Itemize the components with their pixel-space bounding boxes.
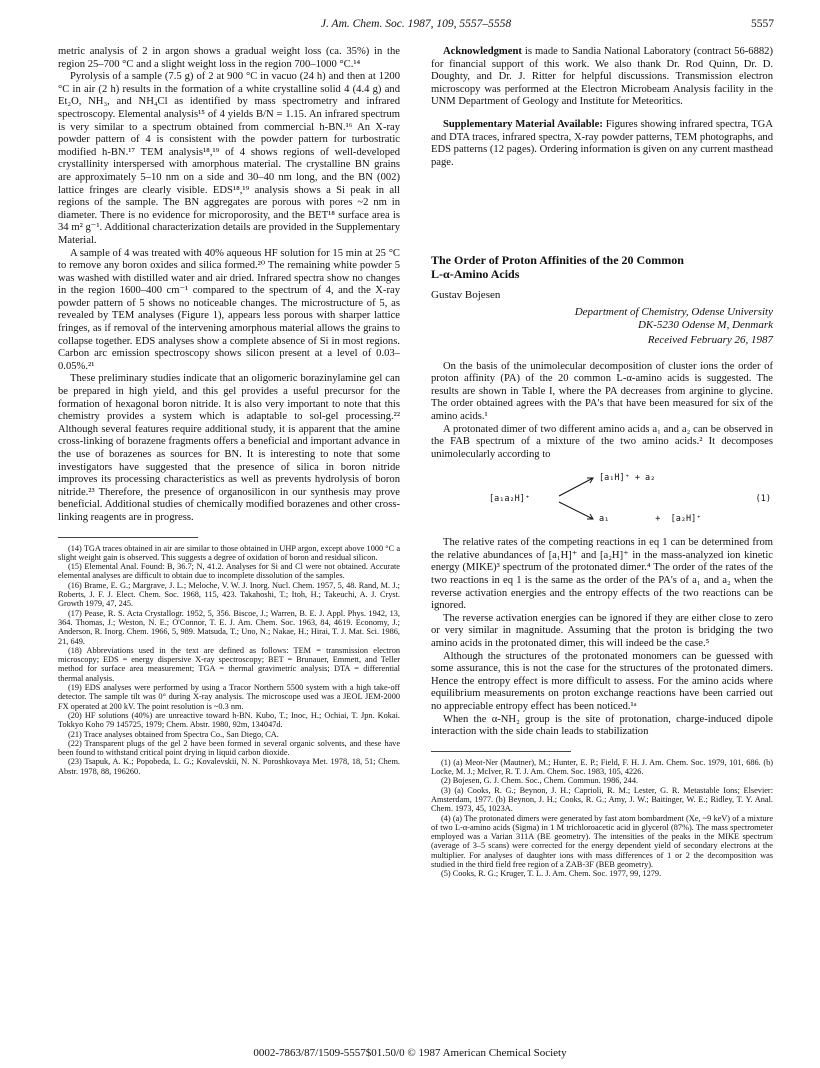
- footnote: (1) (a) Meot-Ner (Mautner), M.; Hunter, E. P.; Field, F. H. J. Am. Chem. Soc. 1979, 101, 686. (b) Locke, M. J.; McIver, R. T. J. Am. Chem. Soc. 1983, 105, 4226.: [431, 757, 773, 777]
- footnote: (14) TGA traces obtained in air are similar to those obtained in UHP argon, except above 1000 °C a slight weight gain is observed. This suggests a degree of oxidation of boron and residual silicon.: [58, 543, 400, 562]
- journal-citation: J. Am. Chem. Soc. 1987, 109, 5557–5558: [320, 18, 512, 30]
- equation-number: (1): [755, 494, 771, 505]
- supplementary-material: [431, 119, 773, 169]
- body-paragraph: Pyrolysis of a sample (7.5 g) of 2 at 900 °C in vacuo (24 h) and then at 1200 °C in air (2 h) results in the formation of a white crystalline solid 4 (4.4 g) and Et₂O, NH₃, and NH₄Cl as identified by mass spectrometry and infrared spectroscopy. Elemental analysis¹⁵ of 4 yields B/N = 1.15. An infrared spectrum is very similar to a spectrum obtained from commercial h-BN.¹⁶ An X-ray powder pattern of 4 is consistent with the powder pattern for turbostratic modified h-BN.¹⁷ TEM analysis¹⁸,¹⁹ of 4 shows regions of well-developed crystallinity interspersed with amorphous material. The crystalline BN grains are approximately 5–10 nm on a side and 30–40 nm long, and the BN (002) lattice fringes are clearly visible. EDS¹⁸,¹⁹ analysis shows a Si peak in all regions of the sample. The BN aggregates are porous with pores ~2 nm in diameter. There is no evidence for microporosity, and the BET¹⁸ surface area is 34 m² g⁻¹. Additional characterization details are provided in the Supplementary Material.: [58, 71, 400, 246]
- supplementary-text: Figures showing infrared spectra, TGA and DTA traces, infrared spectra, X-ray powder patterns, TEM photographs, and EDS patterns (12 pages). Ordering information is given on any current masthead page.: [431, 118, 773, 168]
- footnote: (17) Pease, R. S. Acta Crystallogr. 1952, 5, 356. Biscoe, J.; Warren, B. E. J. Appl. Phys. 1942, 13, 364. Thomas, J.; Weston, N. E.; O'Connor, T. E. J. Am. Chem. Soc. 1963, 84, 4619. Economy, J.; Anderson, R. Inorg. Chem. 1966, 5, 989. Matsuda, T.; Uno, N.; Nakae, H.; Hirai, T. J. Mat. Sci. 1986, 21, 649.: [58, 608, 400, 646]
- copyright-footer: 0002-7863/87/1509-5557$01.50/0 © 1987 American Chemical Society: [253, 1047, 567, 1059]
- body-paragraph: The reverse activation energies can be ignored if they are either close to zero or very similar in magnitude. Assuming that the proton is bridging the two amino acids in the protonated dimer, this will indeed be the case.⁵: [431, 612, 773, 650]
- body-paragraph: Although the structures of the protonated monomers can be guessed with some assurance, this is not the case for the structures of the protonated dimers. Hence the entropy effect is more difficult to assess. For the amino acids where equilibrium measurements on proton exchange reactions have been carried out no appreciable entropy effect has been noticed.¹ᵃ: [431, 650, 773, 712]
- affiliation: [431, 306, 773, 332]
- footnote: (5) Cooks, R. G.; Kruger, T. L. J. Am. Chem. Soc. 1977, 99, 1279.: [441, 869, 662, 879]
- scheme-product-upper: [a₁H]⁺ + a₂: [599, 473, 656, 484]
- body-paragraph: On the basis of the unimolecular decomposition of cluster ions the order of proton affinity (PA) of the 20 common L-α-amino acids is suggested. The results are shown in Table I, where the PA decreases from arginine to glycine. The order obtained agrees with the PA's that have been measured for six of the amino acids.¹: [431, 360, 773, 422]
- footnote: (23) Tsapuk, A. K.; Popobeda, L. G.; Kovalevskii, N. N. Poroshkovaya Met. 1978, 18, 51; Chem. Abstr. 1978, 88, 196260.: [58, 757, 400, 776]
- acknowledgment: [431, 46, 773, 109]
- acknowledgment-text: is made to Sandia National Laboratory (contract 56-6882) for financial support of this work. We also thank Dr. Rod Quinn, Dr. D. Doughty, and Dr. J. Ritter for helpful discussions. Transmission electron microscopy was performed at the Electron Microbeam Analysis facility in the UNM Department of Geology and Institute for Meteoritics.: [431, 46, 773, 108]
- scheme-reactant: [a₁a₂H]⁺: [489, 494, 530, 505]
- author-name: Gustav Bojesen: [431, 289, 501, 302]
- supplementary-label: Supplementary Material Available:: [443, 118, 603, 130]
- running-header: [58, 18, 774, 36]
- footnotes-right: [431, 758, 773, 879]
- article-title: [431, 253, 773, 281]
- affiliation-line: Department of Chemistry, Odense University: [574, 305, 773, 318]
- body-paragraph: When the α-NH₂ group is the site of protonation, charge-induced dipole interaction with the side chain leads to stabilization: [431, 713, 773, 738]
- page-number: 5557: [751, 18, 774, 30]
- acknowledgment-label: Acknowledgment: [443, 46, 522, 57]
- title-line: The Order of Proton Affinities of the 20 Common: [431, 253, 684, 268]
- body-paragraph: These preliminary studies indicate that an oligomeric borazinylamine gel can be prepared in high yield, and this gel provides a useful precursor for the formation of hexagonal boron nitride. It is also very important to note that this chemistry provides a system which is adaptable to sol-gel processing.²² Although several features require additional study, it is apparent that the amine cross-linking of borazene fragments offers a beneficial and important advance in the use of borazenes as sources for BN. It is interesting to note that some investigators have suggested that the presence of silica in boron nitride improves its processing characteristics as well as prevents hydrolysis of boron nitride.²³ Therefore, the presence of organosilicon in our synthesis may prove beneficial. Additional studies of chemically modified borazenes and other cross-linking reagents are in progress.: [58, 373, 400, 523]
- body-paragraph: A sample of 4 was treated with 40% aqueous HF solution for 15 min at 25 °C to remove any boron oxides and silica formed.²⁰ The remaining white powder 5 was washed with distilled water and air dried. Infrared spectra show no changes in the region 1600–400 cm⁻¹ compared to the spectrum of 4, and the X-ray powder pattern of 5 shows no noticeable changes. The microstructure of 5, as revealed by TEM analyses (Figure 1), appears less porous with sharper lattice fringes, as if removal of the intervening amorphous material allows the grains to collapse together. EDS analyses show a complete absence of Si in most regions. Carbon arc emission spectroscopy shows silicon present at a level of 0.03–0.05%.²¹: [58, 247, 400, 372]
- scheme-product-lower: a₁ + [a₂H]⁺: [599, 514, 702, 525]
- footnote: (4) (a) The protonated dimers were generated by fast atom bombardment (Xe, ~9 keV) of a mixture of two L-α-amino acids (Sigma) in 1 M trichloroacetic acid in glycerol (87%). The mass spectrometer employed was a Varian 311A (BE geometry). The intensities of the peaks in the MIKE spectrum (average of 3–5 scans) were corrected for the energy dependent yield of secondary electrons at the multiplier. For analyses of daughter ions with mass differences of 1 or 2 the decomposition was studied in the third field free region of a ZAB-3F (BEB geometry).: [431, 813, 773, 870]
- left-column: [58, 46, 400, 776]
- footnote-divider: [431, 751, 571, 752]
- body-paragraph: The relative rates of the competing reactions in eq 1 can be determined from the relative abundances of [a₁H]⁺ and [a₂H]⁺ in the mass-analyzed ion kinetic energy (MIKE)³ spectrum of the protonated dimer.⁴ The order of the rates of the two reactions in eq 1 is the same as the order of the PA's of a₁ and a₂ when the reverse activation energies and the entropy effects of the two reactions can be ignored.: [431, 537, 773, 612]
- affiliation-line: DK-5230 Odense M, Denmark: [637, 318, 773, 331]
- footnote: (16) Brame, E. G.; Margrave, J. L.; Meloche, V. W. J. Inorg. Nucl. Chem. 1957, 5, 48. Rand, M. J.; Roberts, J. F. J. Elect. Chem. Soc. 1968, 115, 423. Takahoshi, T.; Itoh, H.; Takeuchi, A. J. Cryst. Growth 1979, 47, 245.: [58, 580, 400, 609]
- footnotes-left: [58, 544, 400, 776]
- footnote-divider: [58, 537, 198, 538]
- footnote: (19) EDS analyses were performed by using a Tracor Northern 5500 system with a high take-off detector. The sample tilt was 0° during X-ray analysis. The microscope used was a JEOL JEM-2000 FX operated at 200 kV. The point resolution is ~0.3 nm.: [58, 683, 400, 711]
- footnote: (3) (a) Cooks, R. G.; Beynon, J. H.; Caprioli, R. M.; Lester, G. R. Metastable Ions; Elsevier: Amsterdam, 1977. (b) Beynon, J. H.; Cooks, R. G.; Amy, J. W.; Baitinger, W. E.; Ridley, T. Y. Anal. Chem. 1973, 45, 1023A.: [431, 785, 773, 814]
- footnote: (15) Elemental Anal. Found: B, 36.7; N, 41.2. Analyses for Si and Cl were not obtained. Accurate elemental analyses are difficult to obtain due to incomplete dissolution of the samples.: [58, 562, 400, 581]
- footnote: (22) Transparent plugs of the gel 2 have been formed in several organic solvents, and these have been found to withstand critical point drying in liquid carbon dioxide.: [58, 738, 400, 758]
- body-paragraph: metric analysis of 2 in argon shows a gradual weight loss (ca. 35%) in the region 25–700 °C and a slight weight loss in the region 700–1000 °C.¹⁴: [58, 46, 400, 70]
- footnote: (21) Trace analyses obtained from Spectra Co., San Diego, CA.: [68, 729, 279, 739]
- footnote: (2) Bojesen, G. J. Chem. Soc., Chem. Commun. 1986, 244.: [441, 776, 639, 786]
- right-column: [431, 46, 773, 879]
- reaction-scheme: [431, 469, 773, 527]
- footnote: (20) HF solutions (40%) are unreactive toward h-BN. Kubo, T.; Inoc, H.; Ochiai, T. Jpn. Kokai. Tokkyo Koho 79 145725, 1979; Chem. Abstr. 1980, 92m, 134047d.: [58, 710, 400, 730]
- title-line: L-α-Amino Acids: [431, 267, 520, 282]
- body-paragraph: A protonated dimer of two different amino acids a₁ and a₂ can be observed in the FAB spectrum of a mixture of the two amino acids.² It decomposes unimolecularly according to: [431, 423, 773, 460]
- received-date: Received February 26, 1987: [647, 333, 773, 346]
- footnote: (18) Abbreviations used in the text are defined as follows: TEM = transmission electron microscopy; EDS = energy dispersive X-ray spectroscopy; BET = Brunauer, Emmett, and Teller method for surface area measurement; TGA = thermal gravimetric analysis; DTA = differential thermal analysis.: [58, 645, 400, 683]
